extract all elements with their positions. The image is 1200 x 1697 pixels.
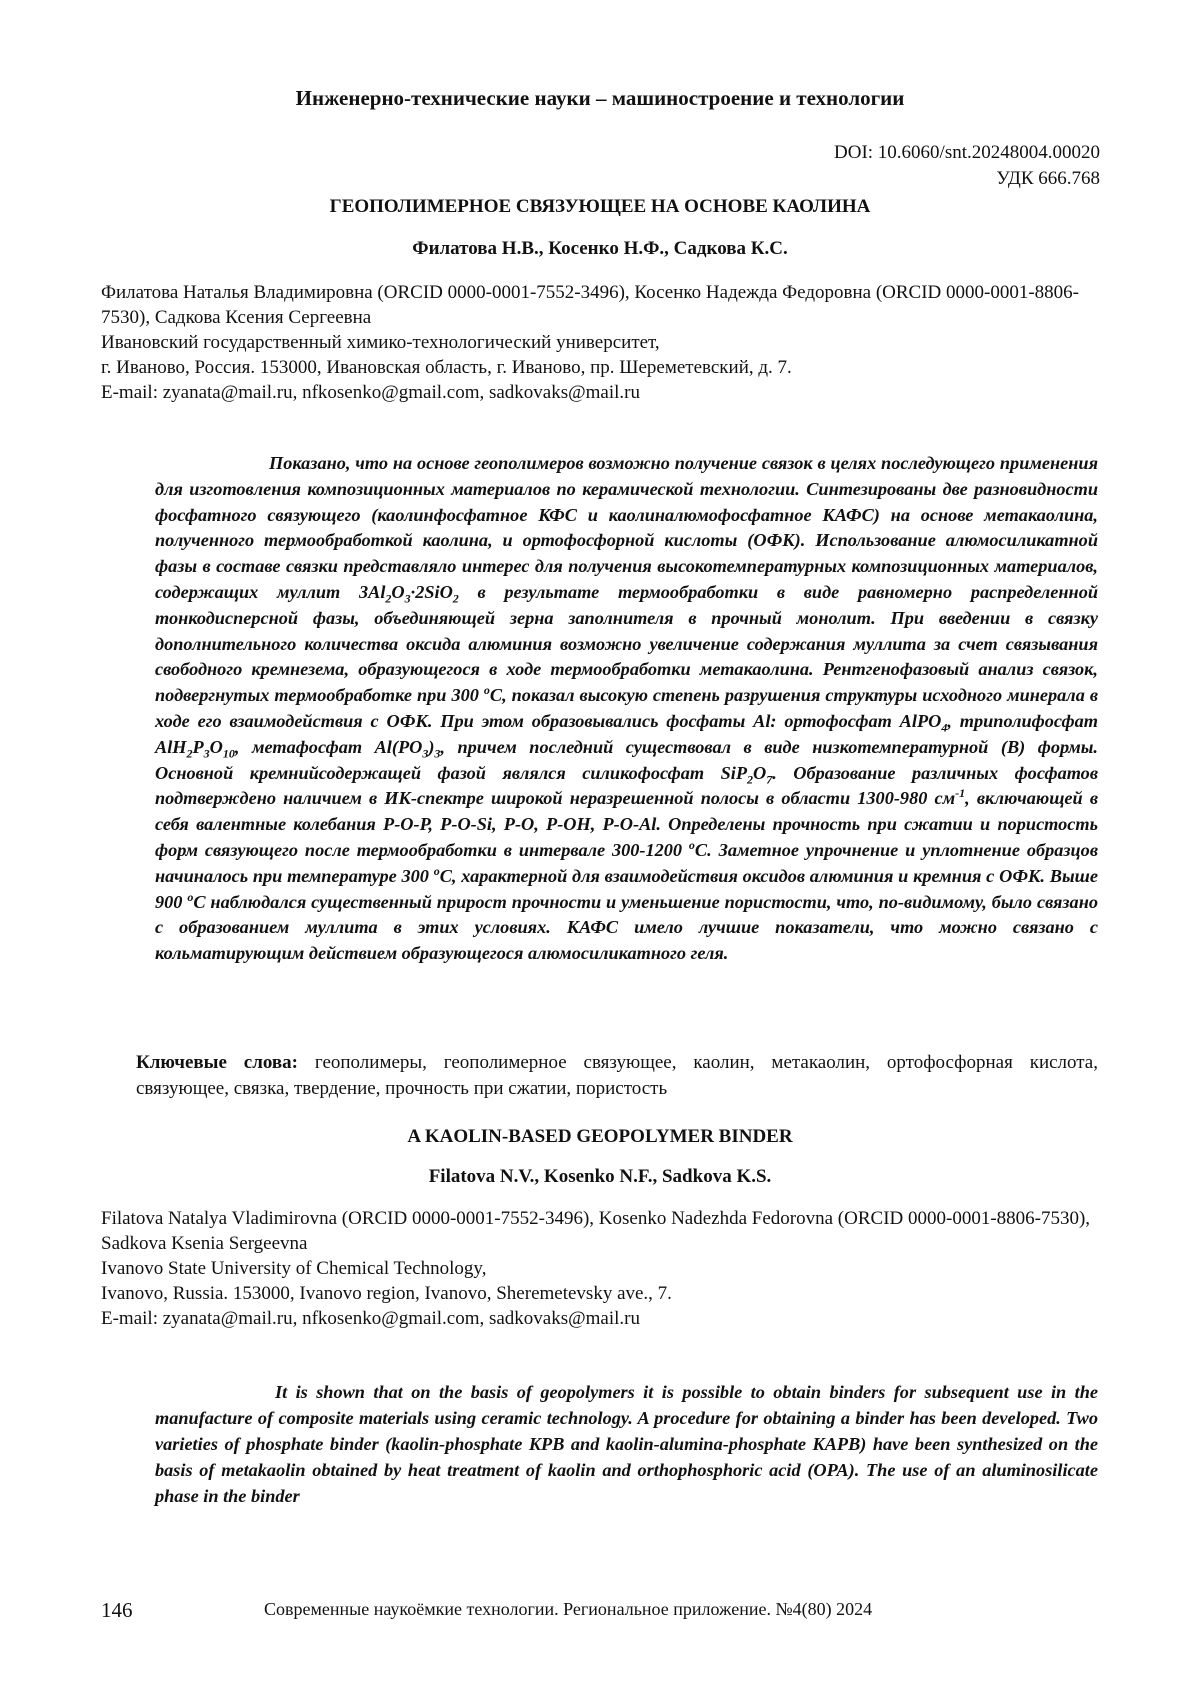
subscript: 3: [404, 591, 411, 606]
article-title-ru: ГЕОПОЛИМЕРНОЕ СВЯЗУЮЩЕЕ НА ОСНОВЕ КАОЛИНА: [329, 196, 871, 217]
subscript: 2: [747, 772, 754, 787]
keywords-ru: [136, 1050, 1098, 1102]
abstract-text: . Образование различных фосфатов подтверждено наличием в ИК-спектре широкой неразрешенной полосы в области 1300-980 см: [155, 762, 1098, 809]
subscript: 10: [222, 746, 235, 761]
address-en: Ivanovo, Russia. 153000, Ivanovo region, Ivanovo, Sheremetevsky ave., 7.: [101, 1283, 672, 1304]
email-en: E-mail: zyanata@mail.ru, nfkosenko@gmail.com, sadkovaks@mail.ru: [101, 1308, 640, 1329]
superscript: o: [433, 863, 440, 878]
superscript: o: [483, 683, 490, 698]
superscript: -1: [955, 786, 966, 801]
abstract-en: It is shown that on the basis of geopolymers it is possible to obtain binders for subsequent use in the manufacture of composite materials using ceramic technology. A procedure for obtaining a binder has been developed. Two varieties of phosphate binder (kaolin-phosphate KPB and kaolin-alumina-phosphate KAPB) have been synthesized on the basis of metakaolin obtained by heat treatment of kaolin and orthophosphoric acid (OPA). The use of an aluminosilicate phase in the binder: [155, 1382, 1098, 1506]
subscript: 2: [186, 746, 193, 761]
abstract-text: в результате термообработки в виде равномерно распределенной тонкодисперсной фазы, объединяющей зерна заполнителя в прочный монолит. При введении в связку дополнительного количества оксида алюминия возможно увеличение содержания муллита за счет связывания свободного кремнезема, образующегося в ходе термообработки метакаолина. Рентгенофазовый анализ связок, подвергнутых термообработке при 300: [155, 581, 1099, 706]
abstract-text: C, показал высокую степень разрушения структуры исходного минерала в ходе его взаимодействия с ОФК. При этом образовывались фосфаты Al: ортофосфат AlPO: [155, 685, 1098, 731]
university-en: Ivanovo State University of Chemical Technology,: [101, 1258, 487, 1279]
keywords-text: геополимеры, геополимерное связующее, каолин, метакаолин, ортофосфорная кислота, связующее, связка, твердение, прочность при сжатии, пористость: [136, 1052, 1098, 1099]
subscript: 3: [434, 746, 441, 761]
abstract-text: , причем последний существовал в виде низкотемпературной (В) формы. Основной кремнийсодержащей фазой являлся силикофосфат SiP: [155, 736, 1098, 783]
abstract-text: O: [391, 581, 405, 602]
affiliation-ru: [101, 280, 1101, 405]
abstract-text: , метафосфат Al(PO: [234, 736, 423, 757]
subscript: 2: [385, 591, 392, 606]
email-ru: E-mail: zyanata@mail.ru, nfkosenko@gmail.com, sadkovaks@mail.ru: [101, 382, 640, 403]
abstract-text: P: [192, 736, 204, 757]
subscript: 2: [452, 591, 459, 606]
abstract-text: , триполифосфат AlH: [155, 710, 1099, 757]
abstract-text: C наблюдался существенный прирост прочности и уменьшение пористости, что, по-видимому, было связано с образованием муллита в этих условиях. КАФС имело лучшие показатели, что можно связано с кольматирующим действием образующегося алюмосиликатного геля.: [155, 891, 1098, 964]
subscript: 7: [766, 772, 773, 787]
affiliation-en: [101, 1206, 1101, 1331]
subscript: 3: [422, 746, 429, 761]
subscript: 3: [203, 746, 210, 761]
abstract-text: O: [753, 762, 767, 783]
subscript: 4: [941, 720, 948, 735]
author-details-en: Filatova Natalya Vladimirovna (ORCID 0000-0001-7552-3496), Kosenko Nadezhda Fedorovna (ORCID 0000-0001-8806-7530), Sadkova Ksenia Sergeevna: [101, 1208, 1091, 1254]
authors-en: Filatova N.V., Kosenko N.F., Sadkova K.S.: [428, 1166, 772, 1187]
authors-ru: Филатова Н.В., Косенко Н.Ф., Садкова К.С.: [412, 238, 788, 259]
article-title-en: A KAOLIN-BASED GEOPOLYMER BINDER: [407, 1126, 793, 1147]
address-ru: г. Иваново, Россия. 153000, Ивановская область, г. Иваново, пр. Шереметевский, д. 7.: [101, 357, 792, 378]
abstract-text: ): [428, 736, 435, 757]
doi: DOI: 10.6060/snt.20248004.00020: [834, 142, 1100, 163]
abstract-ru: [155, 451, 1098, 967]
abstract-text: Показано, что на основе геополимеров возможно получение связок в целях последующего применения для изготовления композиционных материалов по керамической технологии. Синтезированы две разновидности фосфатного связующего (каолинфосфатное КФС и каолиналюмофосфатное КАФС) на основе метакаолина, полученного термообработкой каолина, и ортофосфорной кислоты (ОФК). Использование алюмосиликатной фазы в составе связки представляло интерес для получения высокотемпературных композиционных материалов, содержащих муллит 3Al: [155, 453, 1098, 602]
page-number: 146: [101, 1598, 133, 1622]
running-header: Инженерно-технические науки – машиностроение и технологии: [295, 86, 905, 110]
abstract-text: ·2SiO: [410, 581, 453, 602]
journal-footer: Современные наукоёмкие технологии. Региональное приложение. №4(80) 2024: [264, 1599, 873, 1619]
university-ru: Ивановский государственный химико-технологический университет,: [101, 332, 660, 353]
keywords-label: Ключевые слова:: [136, 1052, 299, 1073]
superscript: o: [688, 837, 695, 852]
abstract-text: C, характерной для взаимодействия оксидов алюминия и кремния с ОФК. Выше 900: [155, 865, 1098, 912]
abstract-text: C. Заметное упрочнение и уплотнение образцов начиналось при температуре 300: [155, 839, 1098, 886]
abstract-text: O: [209, 736, 223, 757]
superscript: o: [187, 889, 194, 904]
abstract-text: , включающей в себя валентные колебания P-O-P, P-O-Si, P-O, P-OH, P-O-Al. Определены прочность при сжатии и пористость форм связующего после термообработки в интервале 300-1200: [155, 788, 1098, 860]
author-details-ru: Филатова Наталья Владимировна (ORCID 0000-0001-7552-3496), Косенко Надежда Федоровна (ORCID 0000-0001-8806-7530), Садкова Ксения Сергеевна: [101, 282, 1079, 328]
udk-code: УДК 666.768: [996, 168, 1100, 189]
